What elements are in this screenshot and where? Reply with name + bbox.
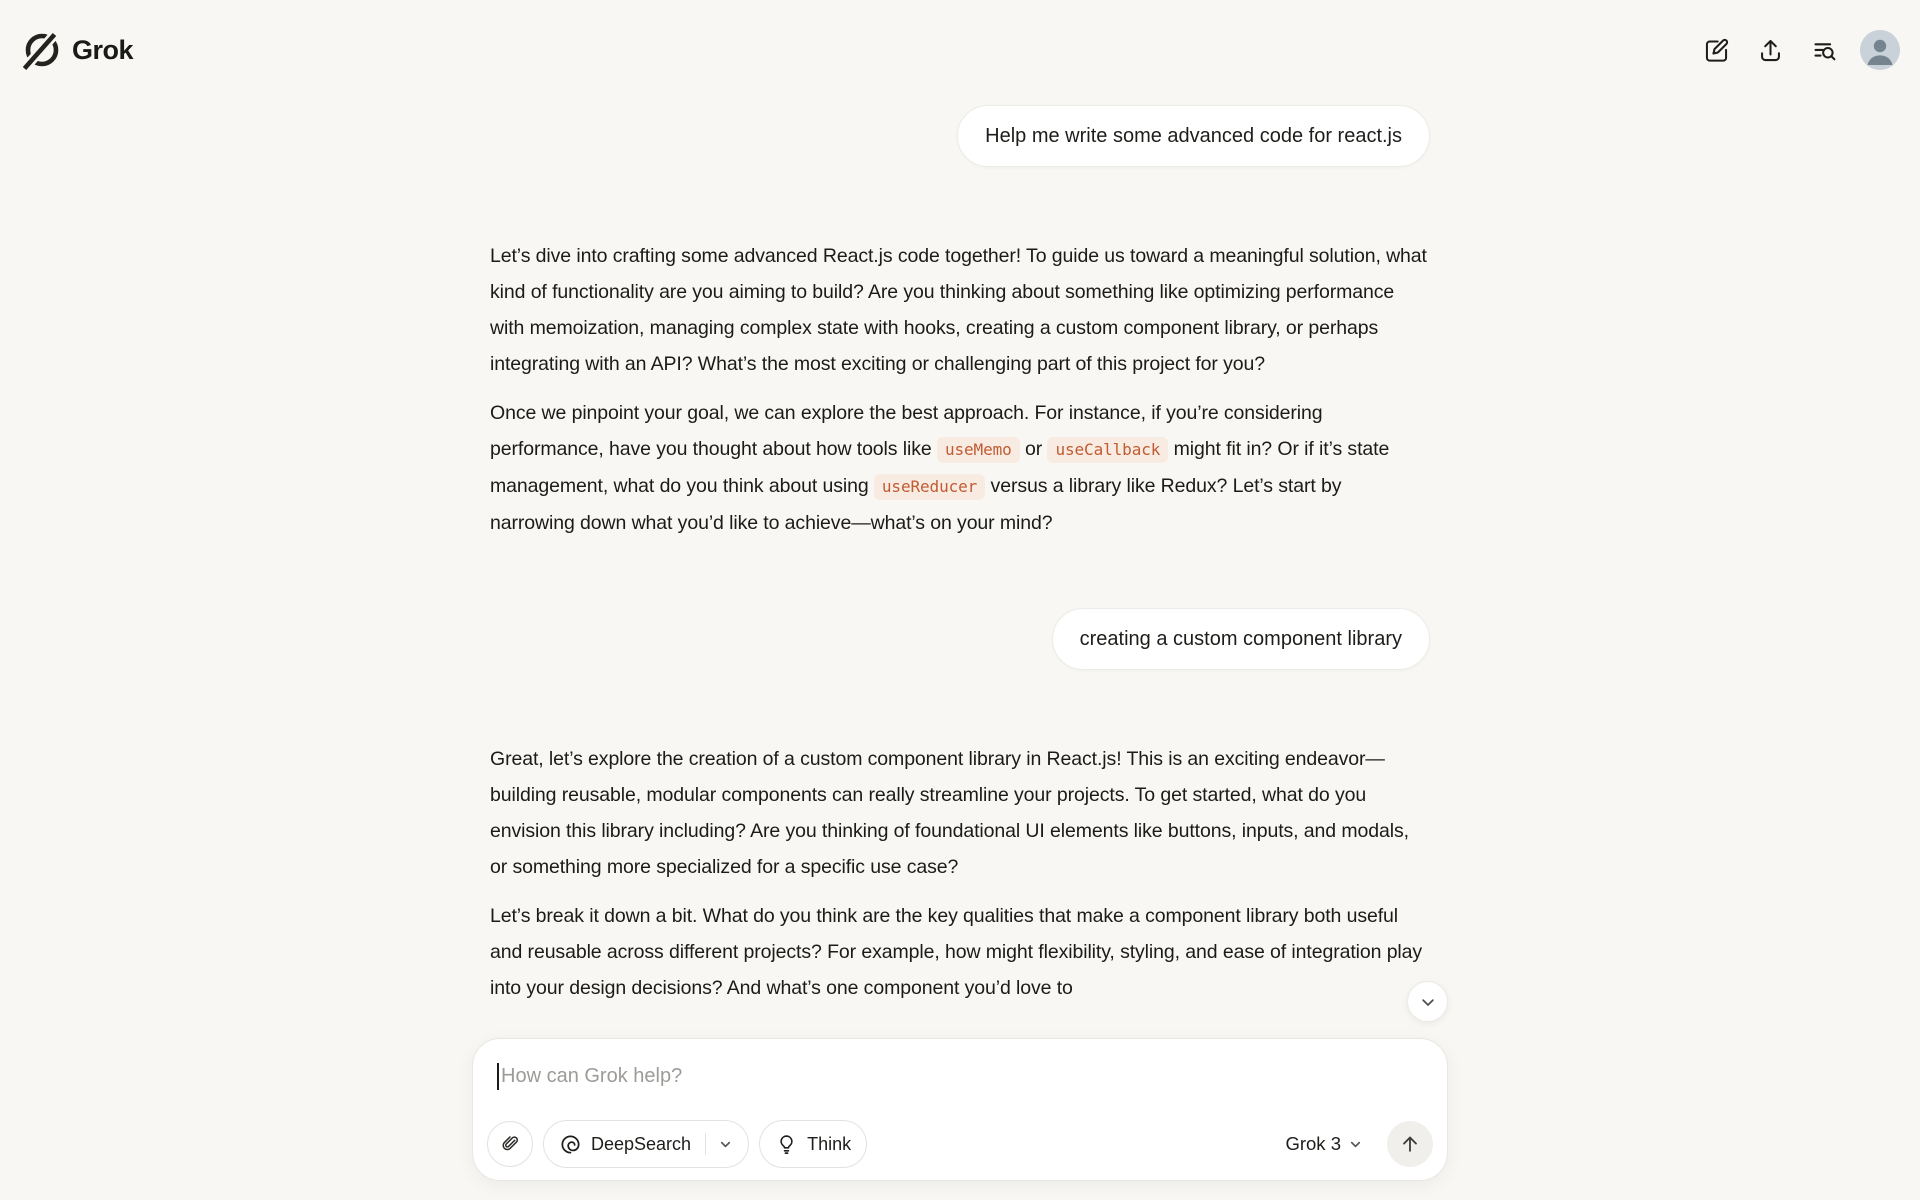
assistant-message bbox=[490, 238, 1430, 541]
text-cursor bbox=[497, 1063, 499, 1090]
assistant-paragraph: Let’s dive into crafting some advanced React.js code together! To guide us toward a meaningful solution, what kind of functionality are you aiming to build? Are you thinking about something like optimizing performance with memoization, managing complex state with hooks, creating a custom component library, or perhaps integrating with an API? What’s the most exciting or challenging part of this project for you? bbox=[490, 245, 1427, 375]
paperclip-icon bbox=[500, 1134, 521, 1155]
attach-file-button[interactable] bbox=[487, 1121, 533, 1167]
chevron-down-icon bbox=[1419, 993, 1437, 1011]
avatar[interactable] bbox=[1860, 30, 1900, 70]
chat-input[interactable] bbox=[497, 1062, 1423, 1090]
header-actions bbox=[1698, 30, 1900, 70]
deepsearch-label: DeepSearch bbox=[591, 1133, 692, 1154]
think-button[interactable] bbox=[759, 1120, 867, 1168]
assistant-paragraph: Once we pinpoint your goal, we can explore the best approach. For instance, if you’re considering performance, have you thought about how tools like useMemo or useCallback might fit in? Or if it’s state management, what do you think about using useReducer versus a library like Redux? Let’s start by narrowing down what you’d like to achieve—what’s on your mind? bbox=[490, 402, 1390, 534]
inline-code: useReducer bbox=[874, 474, 985, 500]
send-button[interactable] bbox=[1387, 1121, 1433, 1167]
deepsearch-swirl-icon bbox=[559, 1133, 582, 1156]
pill-divider bbox=[705, 1133, 706, 1155]
assistant-message bbox=[490, 741, 1430, 1006]
model-selector[interactable] bbox=[1281, 1127, 1367, 1161]
assistant-paragraph: Great, let’s explore the creation of a custom component library in React.js! This is an exciting endeavor—building reusable, modular components can really streamline your projects. To get started, what do you envision this library including? Are you thinking of foundational UI elements like buttons, inputs, and modals, or something more specialized for a specific use case? bbox=[490, 748, 1409, 878]
inline-code: useMemo bbox=[937, 437, 1020, 463]
composer bbox=[472, 1038, 1448, 1181]
search-history-icon bbox=[1811, 37, 1838, 64]
new-chat-button[interactable] bbox=[1698, 32, 1734, 68]
composer-toolbar bbox=[487, 1120, 1433, 1168]
compose-icon bbox=[1703, 37, 1730, 64]
upload-icon bbox=[1757, 37, 1784, 64]
lightbulb-icon bbox=[775, 1133, 798, 1156]
chat-input-placeholder: How can Grok help? bbox=[501, 1064, 683, 1087]
chevron-down-icon bbox=[1348, 1137, 1363, 1152]
model-label: Grok 3 bbox=[1285, 1133, 1341, 1154]
think-label: Think bbox=[807, 1133, 852, 1154]
grok-brand[interactable] bbox=[22, 30, 133, 70]
grok-logo-icon bbox=[22, 30, 62, 70]
brand-name: Grok bbox=[72, 34, 134, 65]
user-message-bubble: creating a custom component library bbox=[1052, 608, 1430, 670]
conversation-thread bbox=[490, 0, 1430, 1006]
scroll-to-bottom-button[interactable] bbox=[1407, 981, 1448, 1022]
user-message-bubble: Help me write some advanced code for react.js bbox=[957, 105, 1430, 167]
inline-code: useCallback bbox=[1047, 437, 1168, 463]
share-button[interactable] bbox=[1752, 32, 1788, 68]
assistant-paragraph: Let’s break it down a bit. What do you think are the key qualities that make a component library both useful and reusable across different projects? For example, how might flexibility, styling, and ease of integration play into your design decisions? And what’s one component you’d love to bbox=[490, 905, 1423, 999]
search-history-button[interactable] bbox=[1806, 32, 1842, 68]
arrow-up-icon bbox=[1399, 1133, 1421, 1155]
chevron-down-icon[interactable] bbox=[718, 1137, 733, 1152]
deepsearch-button[interactable] bbox=[543, 1120, 749, 1168]
avatar-icon bbox=[1860, 30, 1900, 70]
